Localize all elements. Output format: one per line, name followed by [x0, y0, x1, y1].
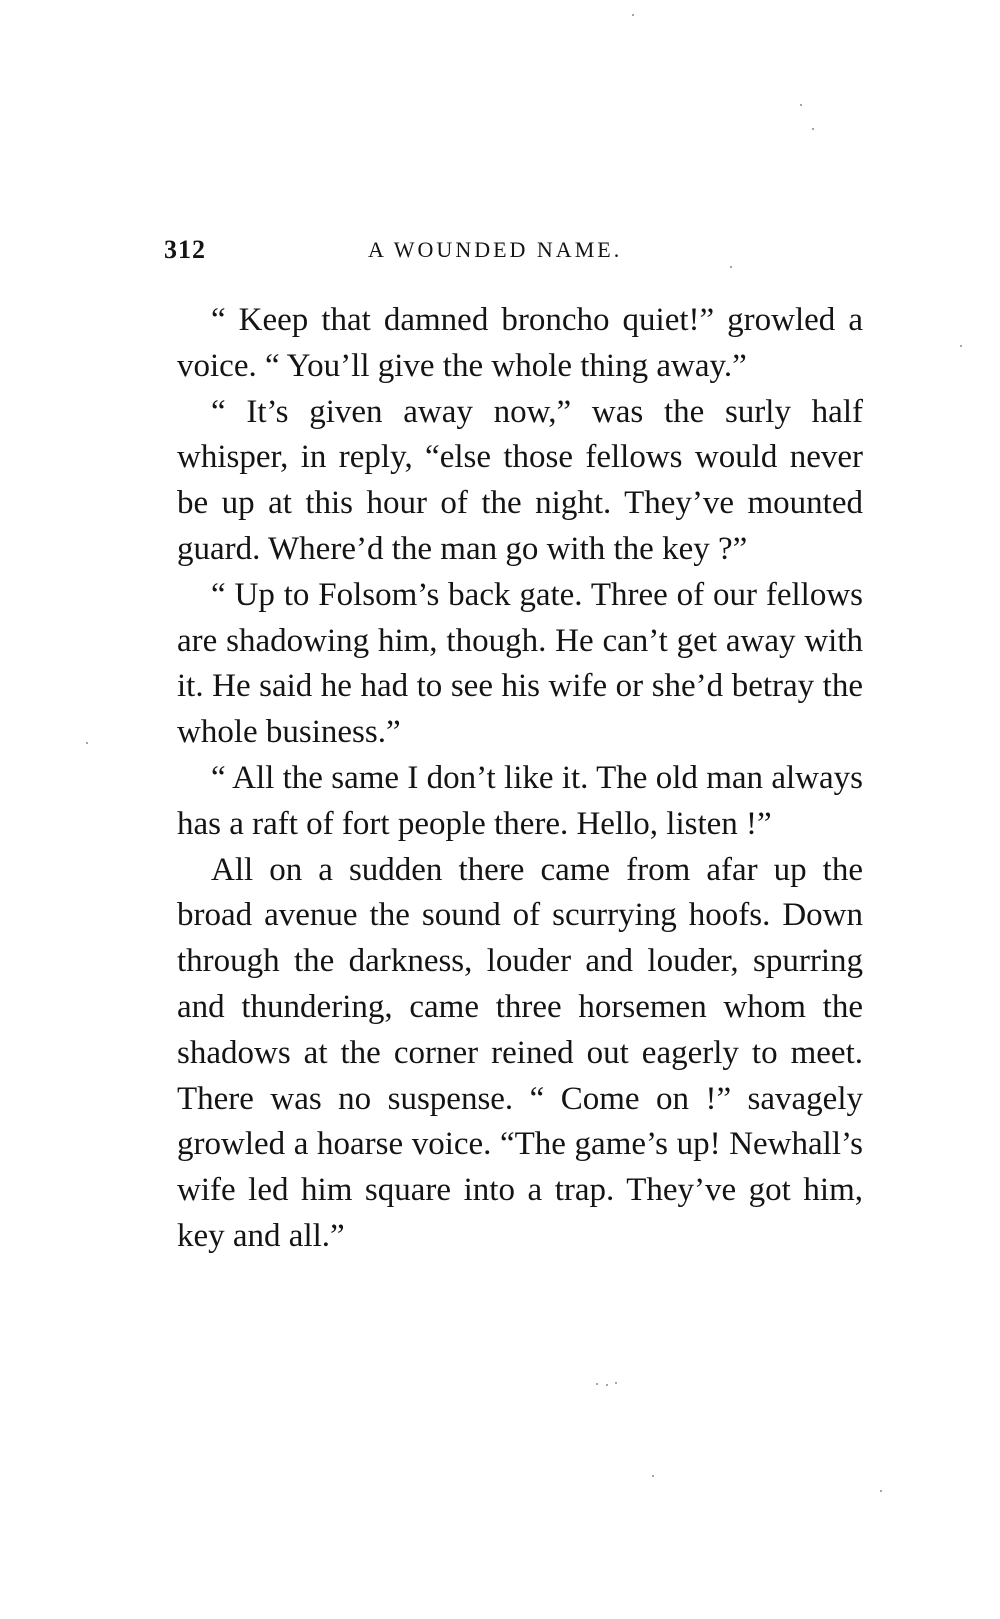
print-speckle: [730, 266, 732, 268]
paragraph: “ Keep that damned broncho quiet!” growled a voice. “ You’ll give the whole thing away.”: [177, 302, 863, 384]
print-speckle: [652, 1475, 654, 1477]
paragraph: “ Up to Folsom’s back gate. Three of our fellows are shadowing him, though. He can’t get away with it. He said he had to see his wife or she’d betray the whole business.”: [177, 576, 863, 751]
running-title: A WOUNDED NAME.: [368, 237, 623, 262]
print-speckle: [960, 345, 962, 347]
print-speckle: [606, 1384, 608, 1386]
page-header: [164, 235, 864, 275]
paragraph: All on a sudden there came from afar up the broad avenue the sound of scurrying hoofs. Down through the darkness, louder and louder, spurring and thundering, came three horsemen whom the shadows at the corner reined out eagerly to meet. There was no suspense. “ Come on !” savagely growled a hoarse voice. “The game’s up! Newhall’s wife led him square into a trap. They’ve got him, key and all.”: [177, 851, 863, 1254]
print-speckle: [632, 14, 634, 16]
print-speckle: [615, 1382, 617, 1384]
print-speckle: [596, 1383, 598, 1385]
page-number: 312: [164, 235, 206, 264]
print-speckle: [800, 104, 802, 106]
print-speckle: [812, 128, 814, 130]
print-speckle: [880, 1490, 882, 1492]
paragraph: “ It’s given away now,” was the surly half whisper, in reply, “else those fellows would never be up at this hour of the night. They’ve mounted guard. Where’d the man go with the key ?”: [177, 393, 863, 567]
body-text: [177, 298, 863, 1260]
print-speckle: [86, 742, 88, 744]
paragraph: “ All the same I don’t like it. The old man always has a raft of fort people there. Hello, listen !”: [177, 759, 863, 842]
